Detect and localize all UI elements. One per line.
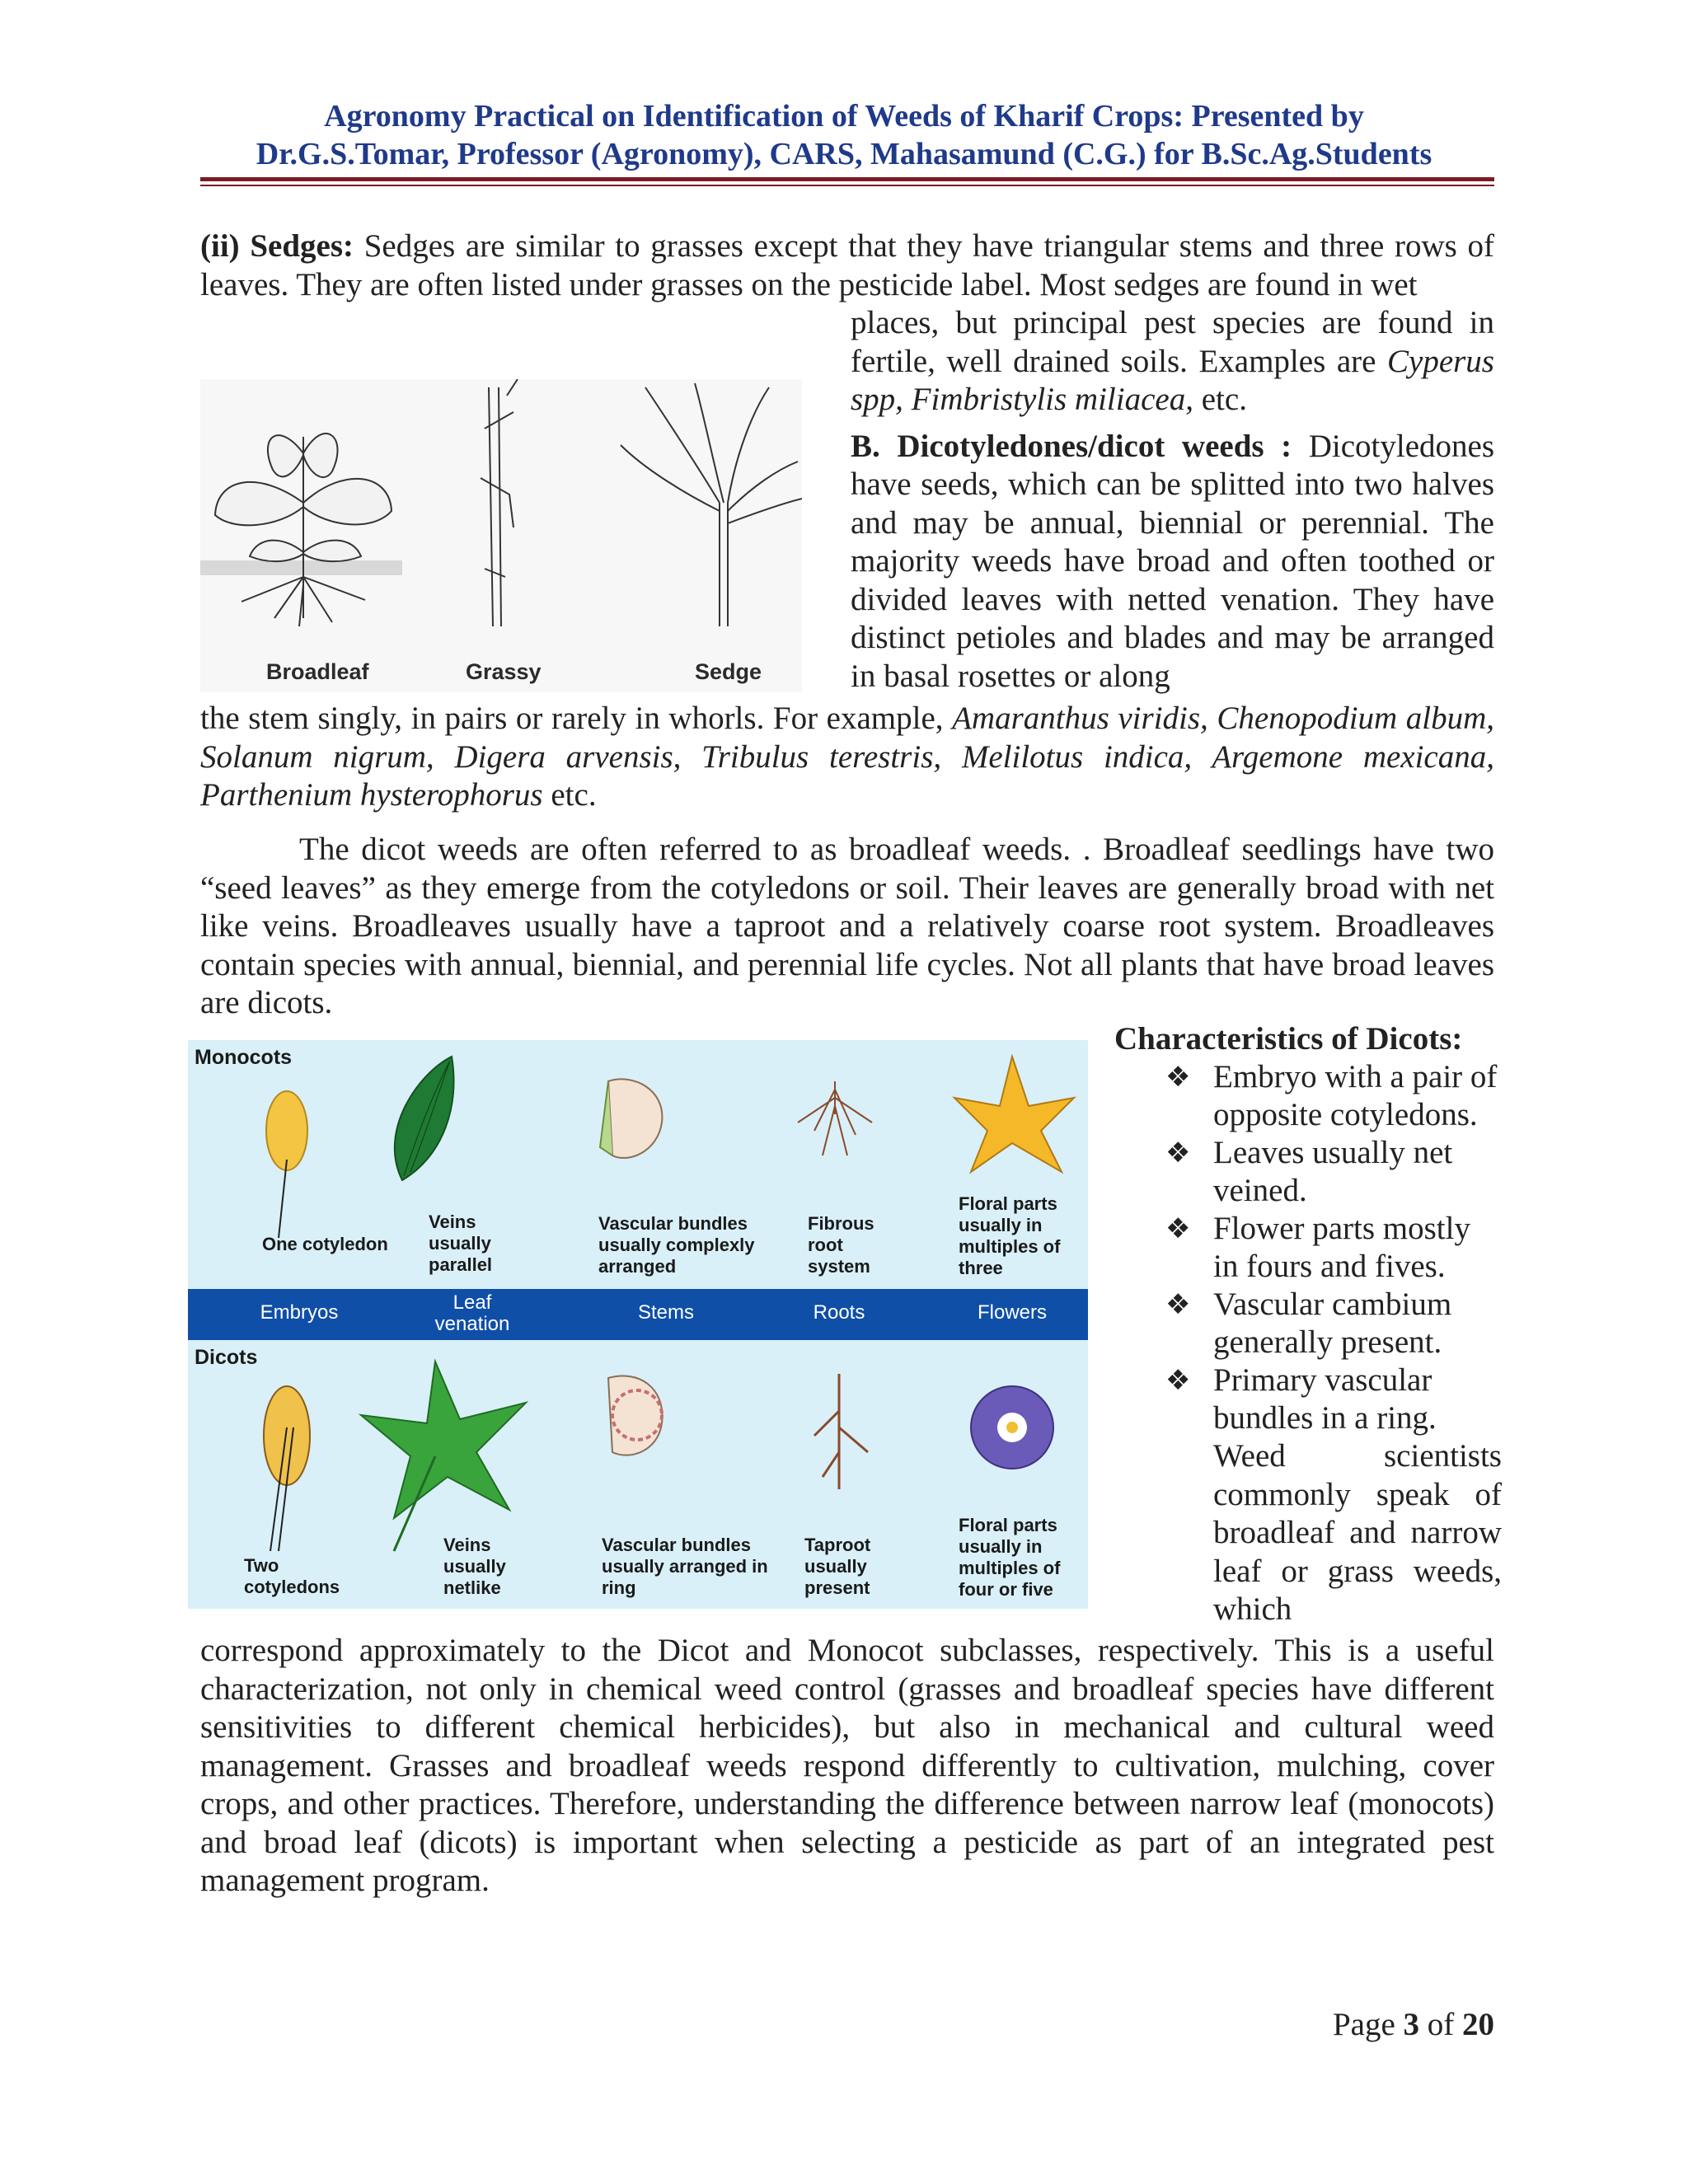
dicot-label-embryo: Two cotyledons [244,1555,340,1597]
dicots-examples: Amaranthus viridis, Chenopodium album, Solanum nigrum, Digera arvensis, Tribulus terestris, Melilotus indica, Argemone mexicana, Parthenium hysterophorus [200,701,1495,813]
header-line-2: Dr.G.S.Tomar, Professor (Agronomy), CARS, Mahasamund (C.G.) for B.Sc.Ag.Students [256,137,1432,171]
page-number: Page 3 of 20 [1332,2007,1494,2042]
fibrous-root-drawing [798,1081,872,1155]
figure-label-broadleaf: Broadleaf [266,659,369,684]
diamond-bullet-icon: ❖ [1165,1212,1191,1245]
dicots-examples-end: etc. [551,777,597,813]
monocot-dicot-figure [188,1040,1088,1609]
paragraph-classification: correspond approximately to the Dicot and Monocot subclasses, respectively. This is a useful characterization, not only in chemical weed control (grasses and broadleaf species have different sensitivities to different chemical herbicides), but also in mechanical and cultural weed management. Grasses and broadleaf weeds respond differently to cultivation, mulching, cover crops, and other practices. Therefore, understanding the difference between narrow leaf (monocots) and broad leaf (dicots) is important when selecting a pesticide as part of an integrated pest management program. [200,1633,1494,1898]
sedges-right-column [851,304,1494,696]
sedges-examples: Cyperus spp, Fimbristylis miliacea, [851,343,1494,417]
band-stems: Stems [637,1301,694,1324]
header-line-1: Agronomy Practical on Identification of Weeds of Kharif Crops: Presented by [324,99,1364,134]
dicots-continued [200,700,1494,815]
diamond-bullet-icon: ❖ [1165,1288,1191,1321]
figure-label-grassy: Grassy [466,659,542,684]
band-embryos: Embryos [260,1301,339,1324]
broadleaf-drawing [200,434,402,626]
monocot-label-embryo: One cotyledon [262,1234,388,1254]
current-page: 3 [1403,2007,1419,2042]
weed-types-illustration [200,379,802,692]
monocot-label-stem: Vascular bundles usually complexly arranged [598,1213,755,1277]
taproot-drawing [814,1374,868,1489]
weed-scientists-lead: Weed scientists commonly speak of broadleaf and narrow leaf or grass weeds, which [1213,1438,1502,1627]
dicots-right-text: Dicotyledones have seeds, which can be splitted into two halves and may be annual, biennial or perennial. The majority weeds have broad and often toothed or divided leaves with netted venation. They have distinct petioles and blades and may be arranged in basal rosettes or along [851,428,1495,694]
dicot-stem-drawing [608,1376,662,1455]
monocot-embryo-drawing [266,1091,307,1170]
dicot-label-leaf: Veins usually netlike [443,1535,506,1598]
dicot-characteristics [1114,1020,1502,1629]
sedges-intro [200,227,1494,304]
header-rule-thin [200,185,1494,186]
monocot-label-root: Fibrous root system [808,1213,874,1277]
monocot-stem-drawing [608,1079,662,1158]
dicot-embryo-drawing [264,1386,310,1485]
monocot-label-leaf: Veins usually parallel [429,1212,493,1275]
category-band [188,1289,1088,1340]
total-pages: 20 [1462,2007,1494,2042]
dicot-label-root: Taproot usually present [804,1535,871,1598]
list-item: ❖ Embryo with a pair of opposite cotyledons. [1165,1059,1498,1132]
dicot-flower-drawing [971,1386,1053,1469]
diamond-bullet-icon: ❖ [1165,1061,1191,1094]
sedges-examples-end: etc. [1201,382,1247,417]
header-rule [200,177,1494,181]
monocot-label-flower: Floral parts usually in multiples of three [959,1193,1061,1278]
paragraph-broadleaf: The dicot weeds are often referred to as broadleaf weeds. . Broadleaf seedlings have two “seed leaves” as they emerge from the cotyledons or soil. Their leaves are generally broad with net like veins. Broadleaves usually have a taproot and a relatively coarse root system. Broadleaves contain species with annual, biennial, and perennial life cycles. Not all plants that have broad leaves are dicots. [200,832,1494,1020]
page-header [0,97,1688,173]
sedges-heading: (ii) Sedges: [200,228,354,264]
sedge-drawing [621,383,802,626]
diamond-bullet-icon: ❖ [1165,1137,1191,1169]
figure-label-sedge: Sedge [695,659,762,684]
monocot-flower-drawing [954,1057,1074,1172]
dicot-label-flower: Floral parts usually in multiples of four or five [959,1515,1061,1600]
dicot-label-stem: Vascular bundles usually arranged in ring [602,1535,768,1598]
netlike-leaf-drawing [361,1361,526,1518]
list-item: ❖ Flower parts mostly in fours and fives. [1165,1211,1470,1284]
list-item: ❖ Vascular cambium generally present. [1165,1286,1452,1360]
monocots-title: Monocots [195,1046,293,1069]
dicots-heading: B. Dicotyledones/dicot weeds : [851,428,1292,464]
weed-types-figure [200,379,802,692]
band-roots: Roots [813,1301,865,1324]
dicots-title: Dicots [195,1346,258,1369]
sedges-right-text: places, but principal pest species are found in fertile, well drained soils. Examples are [851,305,1494,379]
characteristics-heading: Characteristics of Dicots: [1114,1021,1463,1057]
band-flowers: Flowers [977,1301,1047,1324]
list-item: ❖ Primary vascular bundles in a ring. [1165,1362,1437,1436]
grassy-drawing [481,379,518,626]
characteristics-list [1114,1058,1502,1437]
list-item: ❖ Leaves usually net veined. [1165,1135,1453,1208]
sedges-text: Sedges are similar to grasses except that they have triangular stems and three rows of leaves. They are often listed under grasses on the pesticide label. Most sedges are found in wet [200,228,1495,302]
dicots-continued-text: the stem singly, in pairs or rarely in whorls. For example, [200,701,944,736]
diamond-bullet-icon: ❖ [1165,1364,1191,1397]
band-leaf-venation: Leaf venation [434,1291,510,1335]
